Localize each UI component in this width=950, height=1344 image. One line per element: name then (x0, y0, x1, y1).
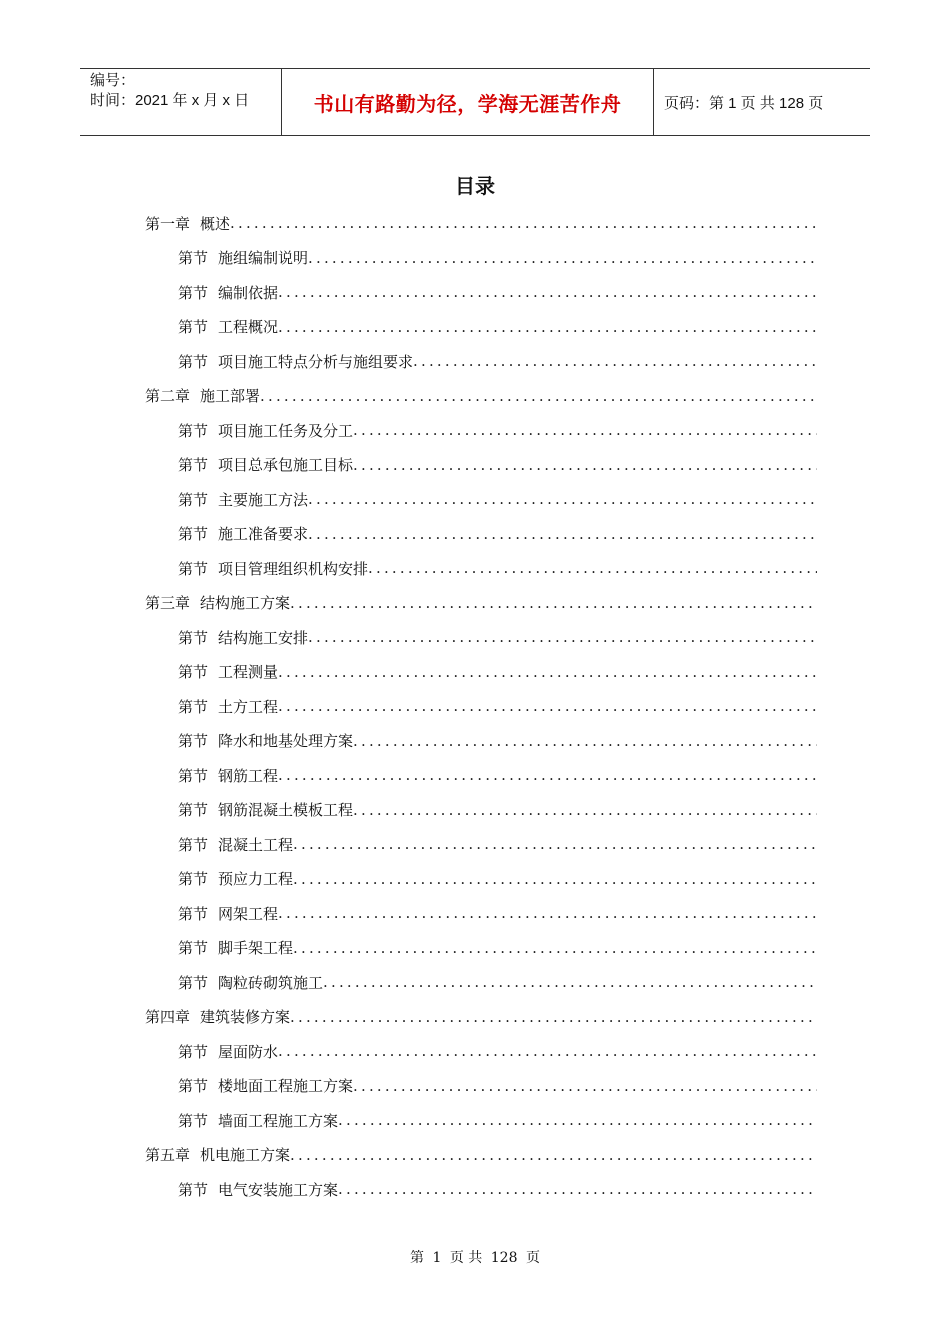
toc-dot-leader (353, 801, 817, 819)
toc-entry-prefix: 第节 (178, 1042, 209, 1061)
toc-entry-prefix: 第节 (178, 318, 209, 337)
toc-entry-title: 降水和地基处理方案 (218, 732, 354, 751)
toc-entry-title: 工程概况 (218, 318, 279, 337)
toc-section-entry[interactable] (145, 1172, 817, 1207)
header-page-info: 页码：第 1 页 共 128 页 (664, 94, 824, 112)
toc-dot-leader (278, 663, 817, 681)
toc-chapter-entry[interactable] (145, 379, 817, 414)
toc-entry-title: 编制依据 (218, 283, 279, 302)
toc-entry-prefix: 第节 (178, 249, 209, 268)
toc-entry-prefix: 第节 (178, 835, 209, 854)
toc-section-entry[interactable] (145, 965, 817, 1000)
toc-entry-title: 结构施工安排 (218, 628, 309, 647)
toc-entry-title: 主要施工方法 (218, 490, 309, 509)
toc-entry-prefix: 第四章 (145, 1008, 191, 1027)
toc-entry-prefix: 第节 (178, 283, 209, 302)
toc-entry-prefix: 第节 (178, 421, 209, 440)
toc-entry-title: 屋面防水 (218, 1042, 279, 1061)
toc-dot-leader (413, 352, 817, 370)
toc-entry-title: 预应力工程 (218, 870, 294, 889)
toc-entry-prefix: 第节 (178, 732, 209, 751)
toc-section-entry[interactable] (145, 344, 817, 379)
toc-entry-prefix: 第节 (178, 870, 209, 889)
toc-dot-leader (278, 1042, 817, 1060)
header-motto: 书山有路勤为径，学海无涯苦作舟 (313, 91, 622, 116)
page-footer (0, 1247, 950, 1267)
toc-dot-leader (278, 318, 817, 336)
toc-entry-title: 混凝土工程 (218, 835, 294, 854)
toc-entry-title: 钢筋混凝土模板工程 (218, 801, 354, 820)
toc-section-entry[interactable] (145, 758, 817, 793)
toc-entry-title: 陶粒砖砌筑施工 (218, 973, 324, 992)
toc-section-entry[interactable] (145, 896, 817, 931)
toc-entry-prefix: 第三章 (145, 594, 191, 613)
toc-chapter-entry[interactable] (145, 1138, 817, 1173)
toc-dot-leader (308, 628, 817, 646)
toc-entry-prefix: 第一章 (145, 214, 191, 233)
toc-dot-leader (308, 490, 817, 508)
toc-entry-prefix: 第节 (178, 628, 209, 647)
toc-section-entry[interactable] (145, 689, 817, 724)
document-header (80, 68, 870, 136)
toc-entry-prefix: 第节 (178, 1077, 209, 1096)
toc-entry-title: 电气安装施工方案 (218, 1180, 339, 1199)
toc-entry-prefix: 第节 (178, 663, 209, 682)
toc-entry-title: 施工准备要求 (218, 525, 309, 544)
toc-section-entry[interactable] (145, 551, 817, 586)
toc-entry-title: 施组编制说明 (218, 249, 309, 268)
toc-dot-leader (353, 732, 817, 750)
toc-dot-leader (293, 870, 817, 888)
toc-dot-leader (368, 559, 817, 577)
toc-chapter-entry[interactable] (145, 586, 817, 621)
toc-entry-title: 墙面工程施工方案 (218, 1111, 339, 1130)
toc-section-entry[interactable] (145, 413, 817, 448)
toc-dot-leader (293, 939, 817, 957)
toc-entry-prefix: 第节 (178, 973, 209, 992)
toc-entry-title: 项目施工任务及分工 (218, 421, 354, 440)
toc-dot-leader (278, 697, 817, 715)
toc-dot-leader (308, 525, 817, 543)
toc-section-entry[interactable] (145, 1034, 817, 1069)
toc-entry-title: 机电施工方案 (200, 1146, 291, 1165)
toc-entry-prefix: 第节 (178, 904, 209, 923)
table-of-contents (145, 206, 817, 1207)
toc-entry-title: 项目管理组织机构安排 (218, 559, 369, 578)
toc-entry-title: 建筑装修方案 (200, 1008, 291, 1027)
toc-section-entry[interactable] (145, 793, 817, 828)
header-motto-cell (282, 69, 654, 135)
toc-dot-leader (323, 973, 817, 991)
footer-prefix: 第 (410, 1250, 425, 1266)
footer-total-pages: 128 (490, 1250, 518, 1266)
toc-section-entry[interactable] (145, 517, 817, 552)
toc-section-entry[interactable] (145, 931, 817, 966)
toc-entry-title: 项目总承包施工目标 (218, 456, 354, 475)
toc-dot-leader (338, 1111, 817, 1129)
toc-section-entry[interactable] (145, 1069, 817, 1104)
toc-entry-prefix: 第节 (178, 939, 209, 958)
toc-section-entry[interactable] (145, 1103, 817, 1138)
toc-section-entry[interactable] (145, 620, 817, 655)
toc-entry-title: 施工部署 (200, 387, 261, 406)
footer-page-number: 1 (432, 1250, 442, 1266)
toc-dot-leader (290, 1146, 817, 1164)
toc-dot-leader (353, 456, 817, 474)
toc-entry-prefix: 第节 (178, 801, 209, 820)
toc-entry-prefix: 第节 (178, 697, 209, 716)
toc-entry-title: 楼地面工程施工方案 (218, 1077, 354, 1096)
header-page-info-cell (654, 69, 870, 135)
toc-section-entry[interactable] (145, 275, 817, 310)
toc-dot-leader (290, 594, 817, 612)
toc-section-entry[interactable] (145, 310, 817, 345)
toc-title: 目录 (455, 174, 495, 198)
toc-entry-title: 结构施工方案 (200, 594, 291, 613)
toc-dot-leader (230, 214, 817, 232)
toc-entry-prefix: 第二章 (145, 387, 191, 406)
toc-chapter-entry[interactable] (145, 1000, 817, 1035)
header-meta (80, 69, 282, 135)
document-time-label: 时间：2021 年 x 月 x 日 (90, 92, 250, 109)
toc-entry-title: 项目施工特点分析与施组要求 (218, 352, 414, 371)
toc-entry-prefix: 第节 (178, 766, 209, 785)
toc-entry-title: 网架工程 (218, 904, 279, 923)
toc-section-entry[interactable] (145, 827, 817, 862)
toc-section-entry[interactable] (145, 482, 817, 517)
toc-dot-leader (278, 766, 817, 784)
toc-dot-leader (353, 421, 817, 439)
toc-entry-title: 概述 (200, 214, 231, 233)
toc-section-entry[interactable] (145, 655, 817, 690)
toc-entry-title: 脚手架工程 (218, 939, 294, 958)
toc-section-entry[interactable] (145, 862, 817, 897)
toc-dot-leader (260, 387, 817, 405)
toc-section-entry[interactable] (145, 448, 817, 483)
footer-mid: 页 共 (449, 1250, 483, 1266)
toc-entry-prefix: 第节 (178, 352, 209, 371)
footer-suffix: 页 (525, 1250, 540, 1266)
toc-entry-title: 土方工程 (218, 697, 279, 716)
toc-entry-prefix: 第节 (178, 559, 209, 578)
toc-entry-title: 工程测量 (218, 663, 279, 682)
toc-dot-leader (353, 1077, 817, 1095)
toc-entry-title: 钢筋工程 (218, 766, 279, 785)
toc-dot-leader (308, 249, 817, 267)
toc-dot-leader (338, 1180, 817, 1198)
toc-section-entry[interactable] (145, 241, 817, 276)
toc-entry-prefix: 第节 (178, 525, 209, 544)
toc-entry-prefix: 第节 (178, 1111, 209, 1130)
toc-entry-prefix: 第节 (178, 1180, 209, 1199)
toc-section-entry[interactable] (145, 724, 817, 759)
toc-dot-leader (293, 835, 817, 853)
toc-entry-prefix: 第节 (178, 456, 209, 475)
toc-dot-leader (290, 1008, 817, 1026)
toc-entry-prefix: 第五章 (145, 1146, 191, 1165)
toc-chapter-entry[interactable] (145, 206, 817, 241)
toc-dot-leader (278, 283, 817, 301)
toc-dot-leader (278, 904, 817, 922)
toc-entry-prefix: 第节 (178, 490, 209, 509)
document-number-label: 编号： (90, 72, 136, 89)
